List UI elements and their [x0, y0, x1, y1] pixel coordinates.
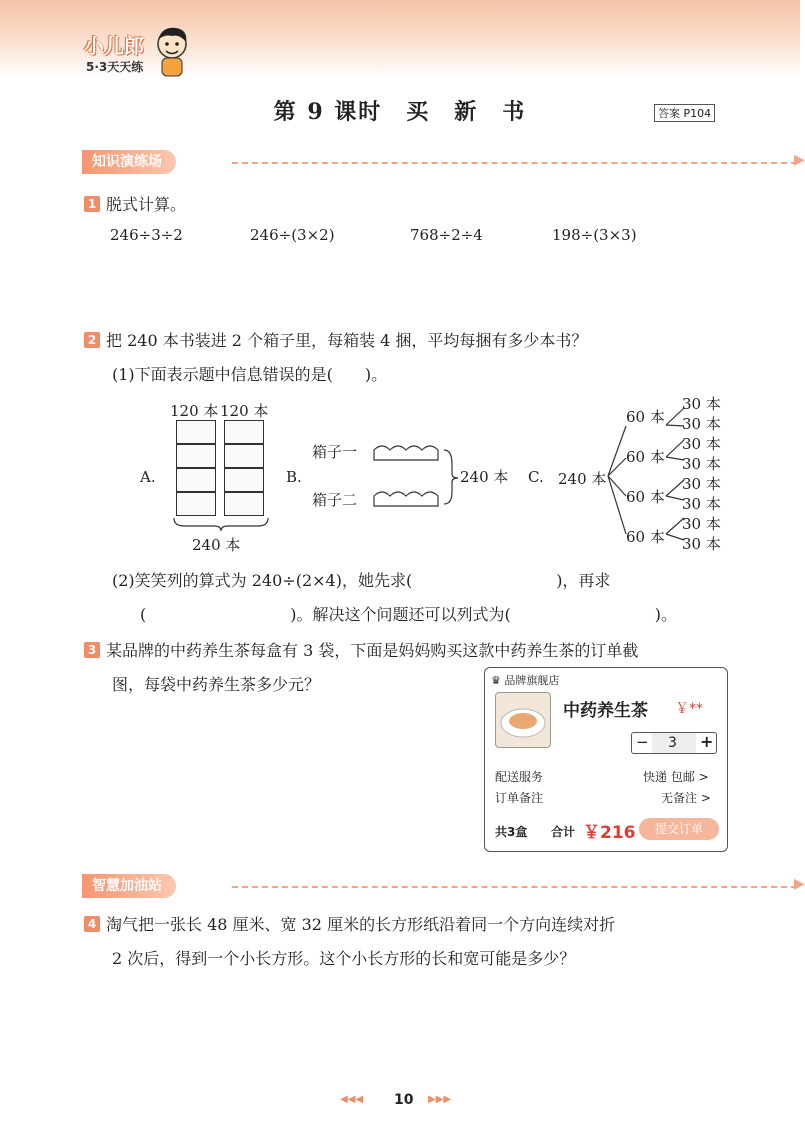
option-c-leaf: 30 本: [682, 435, 721, 453]
page-number: 10: [394, 1092, 414, 1108]
store-row: [491, 672, 559, 688]
section-header-wisdom: [82, 874, 805, 900]
delivery-label: 配送服务: [495, 770, 544, 784]
note-label: 订单备注: [495, 791, 544, 805]
option-c-leaf: 30 本: [682, 535, 721, 553]
option-c-node: 60 本: [626, 408, 665, 426]
question-2-part-1: (1)下面表示题中信息错误的是( )。: [112, 365, 388, 384]
product-name: 中药养生茶: [563, 701, 648, 721]
option-a-block: [224, 444, 264, 468]
minus-button[interactable]: −: [636, 733, 649, 751]
order-card: [484, 667, 728, 852]
option-c-node: 60 本: [626, 528, 665, 546]
option-a-block: [176, 468, 216, 492]
option-a-block: [176, 420, 216, 444]
mascot-boy-icon: [150, 22, 194, 78]
crown-icon: ♛: [491, 674, 501, 687]
arrow-right-icon: ▶: [794, 876, 805, 892]
section-divider: [232, 162, 797, 164]
option-c-leaf: 30 本: [682, 515, 721, 533]
option-b-box-2: 箱子二: [312, 491, 358, 509]
option-a-label: A.: [140, 468, 156, 486]
option-c-label: C.: [528, 468, 544, 486]
logo-title: 小儿郎: [84, 34, 144, 58]
product-price: ￥**: [675, 701, 703, 717]
option-a-top-label-2: 120 本: [220, 402, 269, 420]
question-2-part-2-line-2: ( )。解决这个问题还可以列式为( )。: [140, 605, 677, 624]
question-text: 某品牌的中药养生茶每盒有 3 袋，下面是妈妈购买这款中药养生茶的订单截: [106, 641, 639, 660]
store-name: 品牌旗舰店: [504, 674, 560, 687]
order-count: 共3盒: [495, 825, 528, 839]
option-a-block: [176, 444, 216, 468]
arrow-right-icon: ▶: [794, 152, 805, 168]
question-number: 3: [84, 642, 100, 658]
section-label: 智慧加油站: [82, 874, 176, 898]
option-c-leaf: 30 本: [682, 395, 721, 413]
total-label: 合计: [551, 825, 576, 839]
submit-order-button[interactable]: 提交订单: [639, 818, 719, 840]
section-header-knowledge: [82, 150, 805, 176]
note-value[interactable]: 无备注 >: [661, 791, 711, 805]
option-c-leaf: 30 本: [682, 455, 721, 473]
option-a-bottom-label: 240 本: [192, 536, 241, 554]
question-3: [84, 638, 638, 661]
logo-subtitle: 5·3天天练: [86, 60, 144, 74]
question-text: 把 240 本书装进 2 个箱子里，每箱装 4 捆，平均每捆有多少本书？: [106, 331, 588, 350]
question-2-part-2-line-1: (2)笑笑列的算式为 240÷(2×4)，她先求( )，再求: [112, 571, 611, 590]
calc-item-2: 246÷(3×2): [250, 226, 335, 244]
calc-item-1: 246÷3÷2: [110, 226, 183, 244]
option-c-node: 60 本: [626, 488, 665, 506]
question-1: [84, 192, 186, 215]
plus-button[interactable]: +: [700, 732, 714, 751]
option-b-total: 240 本: [460, 468, 509, 486]
option-a-brace: [172, 516, 270, 532]
question-text: 淘气把一张长 48 厘米、宽 32 厘米的长方形纸沿着同一个方向连续对折: [106, 915, 616, 934]
calc-item-4: 198÷(3×3): [552, 226, 637, 244]
option-c-total: 240 本: [558, 470, 607, 488]
section-label: 知识演练场: [82, 150, 176, 174]
option-a-block: [176, 492, 216, 516]
quantity-value[interactable]: 3: [668, 735, 677, 751]
section-divider: [232, 886, 797, 888]
total-price: ￥216: [583, 823, 636, 843]
option-a-block: [224, 468, 264, 492]
option-b-bundles: [372, 440, 460, 510]
option-b-label: B.: [286, 468, 302, 486]
option-b-box-1: 箱子一: [312, 443, 358, 461]
option-a-block: [224, 492, 264, 516]
page-title: 第 9 课时 买 新 书: [273, 99, 527, 125]
question-2: [84, 328, 587, 351]
question-number: 2: [84, 332, 100, 348]
question-4-line-2: 2 次后，得到一个小长方形。这个小长方形的长和宽可能是多少？: [112, 949, 576, 968]
option-c-node: 60 本: [626, 448, 665, 466]
question-number: 4: [84, 916, 100, 932]
option-a-top-label-1: 120 本: [170, 402, 219, 420]
product-image: [495, 692, 551, 748]
question-number: 1: [84, 196, 100, 212]
option-a-block: [224, 420, 264, 444]
quantity-stepper[interactable]: [631, 732, 717, 754]
calc-item-3: 768÷2÷4: [410, 226, 483, 244]
delivery-value[interactable]: 快递 包邮 >: [643, 770, 709, 784]
tea-plate-icon: [496, 693, 550, 747]
answer-reference: 答案 P104: [654, 104, 715, 122]
option-c-leaf: 30 本: [682, 475, 721, 493]
option-c-leaf: 30 本: [682, 415, 721, 433]
question-4: [84, 912, 615, 935]
prev-arrows-icon: ◀◀◀: [340, 1094, 364, 1105]
option-c-leaf: 30 本: [682, 495, 721, 513]
next-arrows-icon: ▶▶▶: [428, 1094, 452, 1105]
question-text: 脱式计算。: [106, 195, 187, 214]
question-3-line-2: 图，每袋中药养生茶多少元？: [112, 675, 321, 694]
